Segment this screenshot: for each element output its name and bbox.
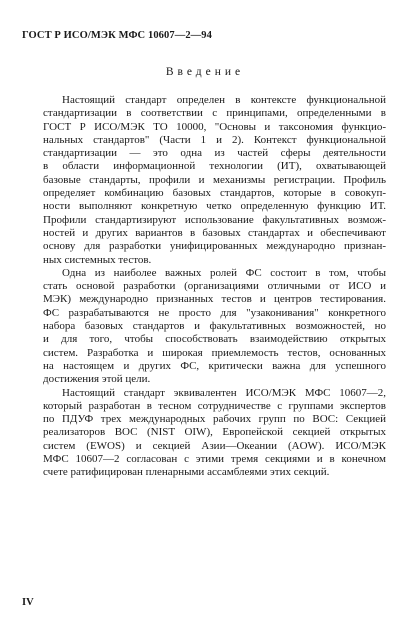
text-line: определяет комбинацию базовых стандартов, которые в совокуп- bbox=[43, 187, 386, 200]
text-line: на настоящем и других ФС, критически важна для успешного bbox=[43, 359, 386, 372]
text-line: Профили стандартизируют использование факультативных возмож- bbox=[43, 213, 386, 226]
text-line: стандартизации — это одна из частей сферы деятельности bbox=[43, 147, 386, 160]
text-line: достижения этой цели. bbox=[43, 373, 151, 386]
text-line: и для того, чтобы способствовать взаимодействию открытых bbox=[43, 333, 386, 346]
section-title: Введение bbox=[165, 66, 245, 78]
paragraph bbox=[43, 94, 386, 267]
text-line: в области информационной технологии (ИТ), охватывающей bbox=[43, 160, 386, 173]
page-number: IV bbox=[22, 597, 34, 608]
text-line: Настоящий стандарт определен в контексте функциональной bbox=[62, 94, 386, 106]
text-line: ностей и других вариантов в базовых стандартах и обеспечивают bbox=[43, 226, 386, 239]
body-text bbox=[43, 94, 386, 480]
text-line: стандартизации в соответствии с принципами, определенными в bbox=[43, 107, 386, 120]
text-line: ности выполняют конкретную четко определенную функцию ИТ. bbox=[43, 200, 386, 213]
paragraph bbox=[43, 387, 386, 480]
standard-code-header: ГОСТ Р ИСО/МЭК МФС 10607—2—94 bbox=[22, 30, 212, 41]
text-line: основу для разработки унифицированных международно признан- bbox=[43, 240, 386, 253]
text-line: Одна из наиболее важных ролей ФС состоит в том, чтобы bbox=[62, 266, 386, 279]
text-line: Настоящий стандарт эквивалентен ИСО/МЭК МФС 10607—2, bbox=[62, 386, 386, 399]
text-line: реализаторов ВОС (NIST OIW), Европейской секцией открытых bbox=[43, 426, 386, 439]
text-line: нальных стандартов" (Части 1 и 2). Контекст функциональной bbox=[43, 133, 386, 146]
text-line: счете ратифицирован пленарными ассамблеями этих секций. bbox=[43, 466, 330, 479]
text-line: по ПДУФ трех международных рабочих групп по ВОС: Секцией bbox=[43, 413, 386, 426]
text-line: который разработан в тесном сотрудничестве с группами экспертов bbox=[43, 399, 386, 412]
text-line: ФС разрабатываются не просто для "узаконивания" конкретного bbox=[43, 306, 386, 319]
text-line: систем (EWOS) и секцией Азии—Океании (AOW). ИСО/МЭК bbox=[43, 439, 386, 452]
paragraph bbox=[43, 267, 386, 387]
text-line: ГОСТ Р ИСО/МЭК ТО 10000, "Основы и таксономия функцио- bbox=[43, 120, 386, 133]
text-line: набора базовых стандартов и факультативных возможностей, но bbox=[43, 320, 386, 333]
text-line: МФС 10607—2 согласован с этими тремя секциями и в конечном bbox=[43, 453, 386, 466]
text-line: систем. Разработка и широкая приемлемость тестов, основанных bbox=[43, 346, 386, 359]
text-line: базовые стандарты, профили и механизмы регистрации. Профиль bbox=[43, 173, 386, 186]
text-line: МЭК) международно признанных тестов и центров тестирования. bbox=[43, 293, 386, 306]
text-line: стать основой разработки (организациями отличными от ИСО и bbox=[43, 280, 386, 293]
text-line: ных системных тестов. bbox=[43, 253, 152, 266]
